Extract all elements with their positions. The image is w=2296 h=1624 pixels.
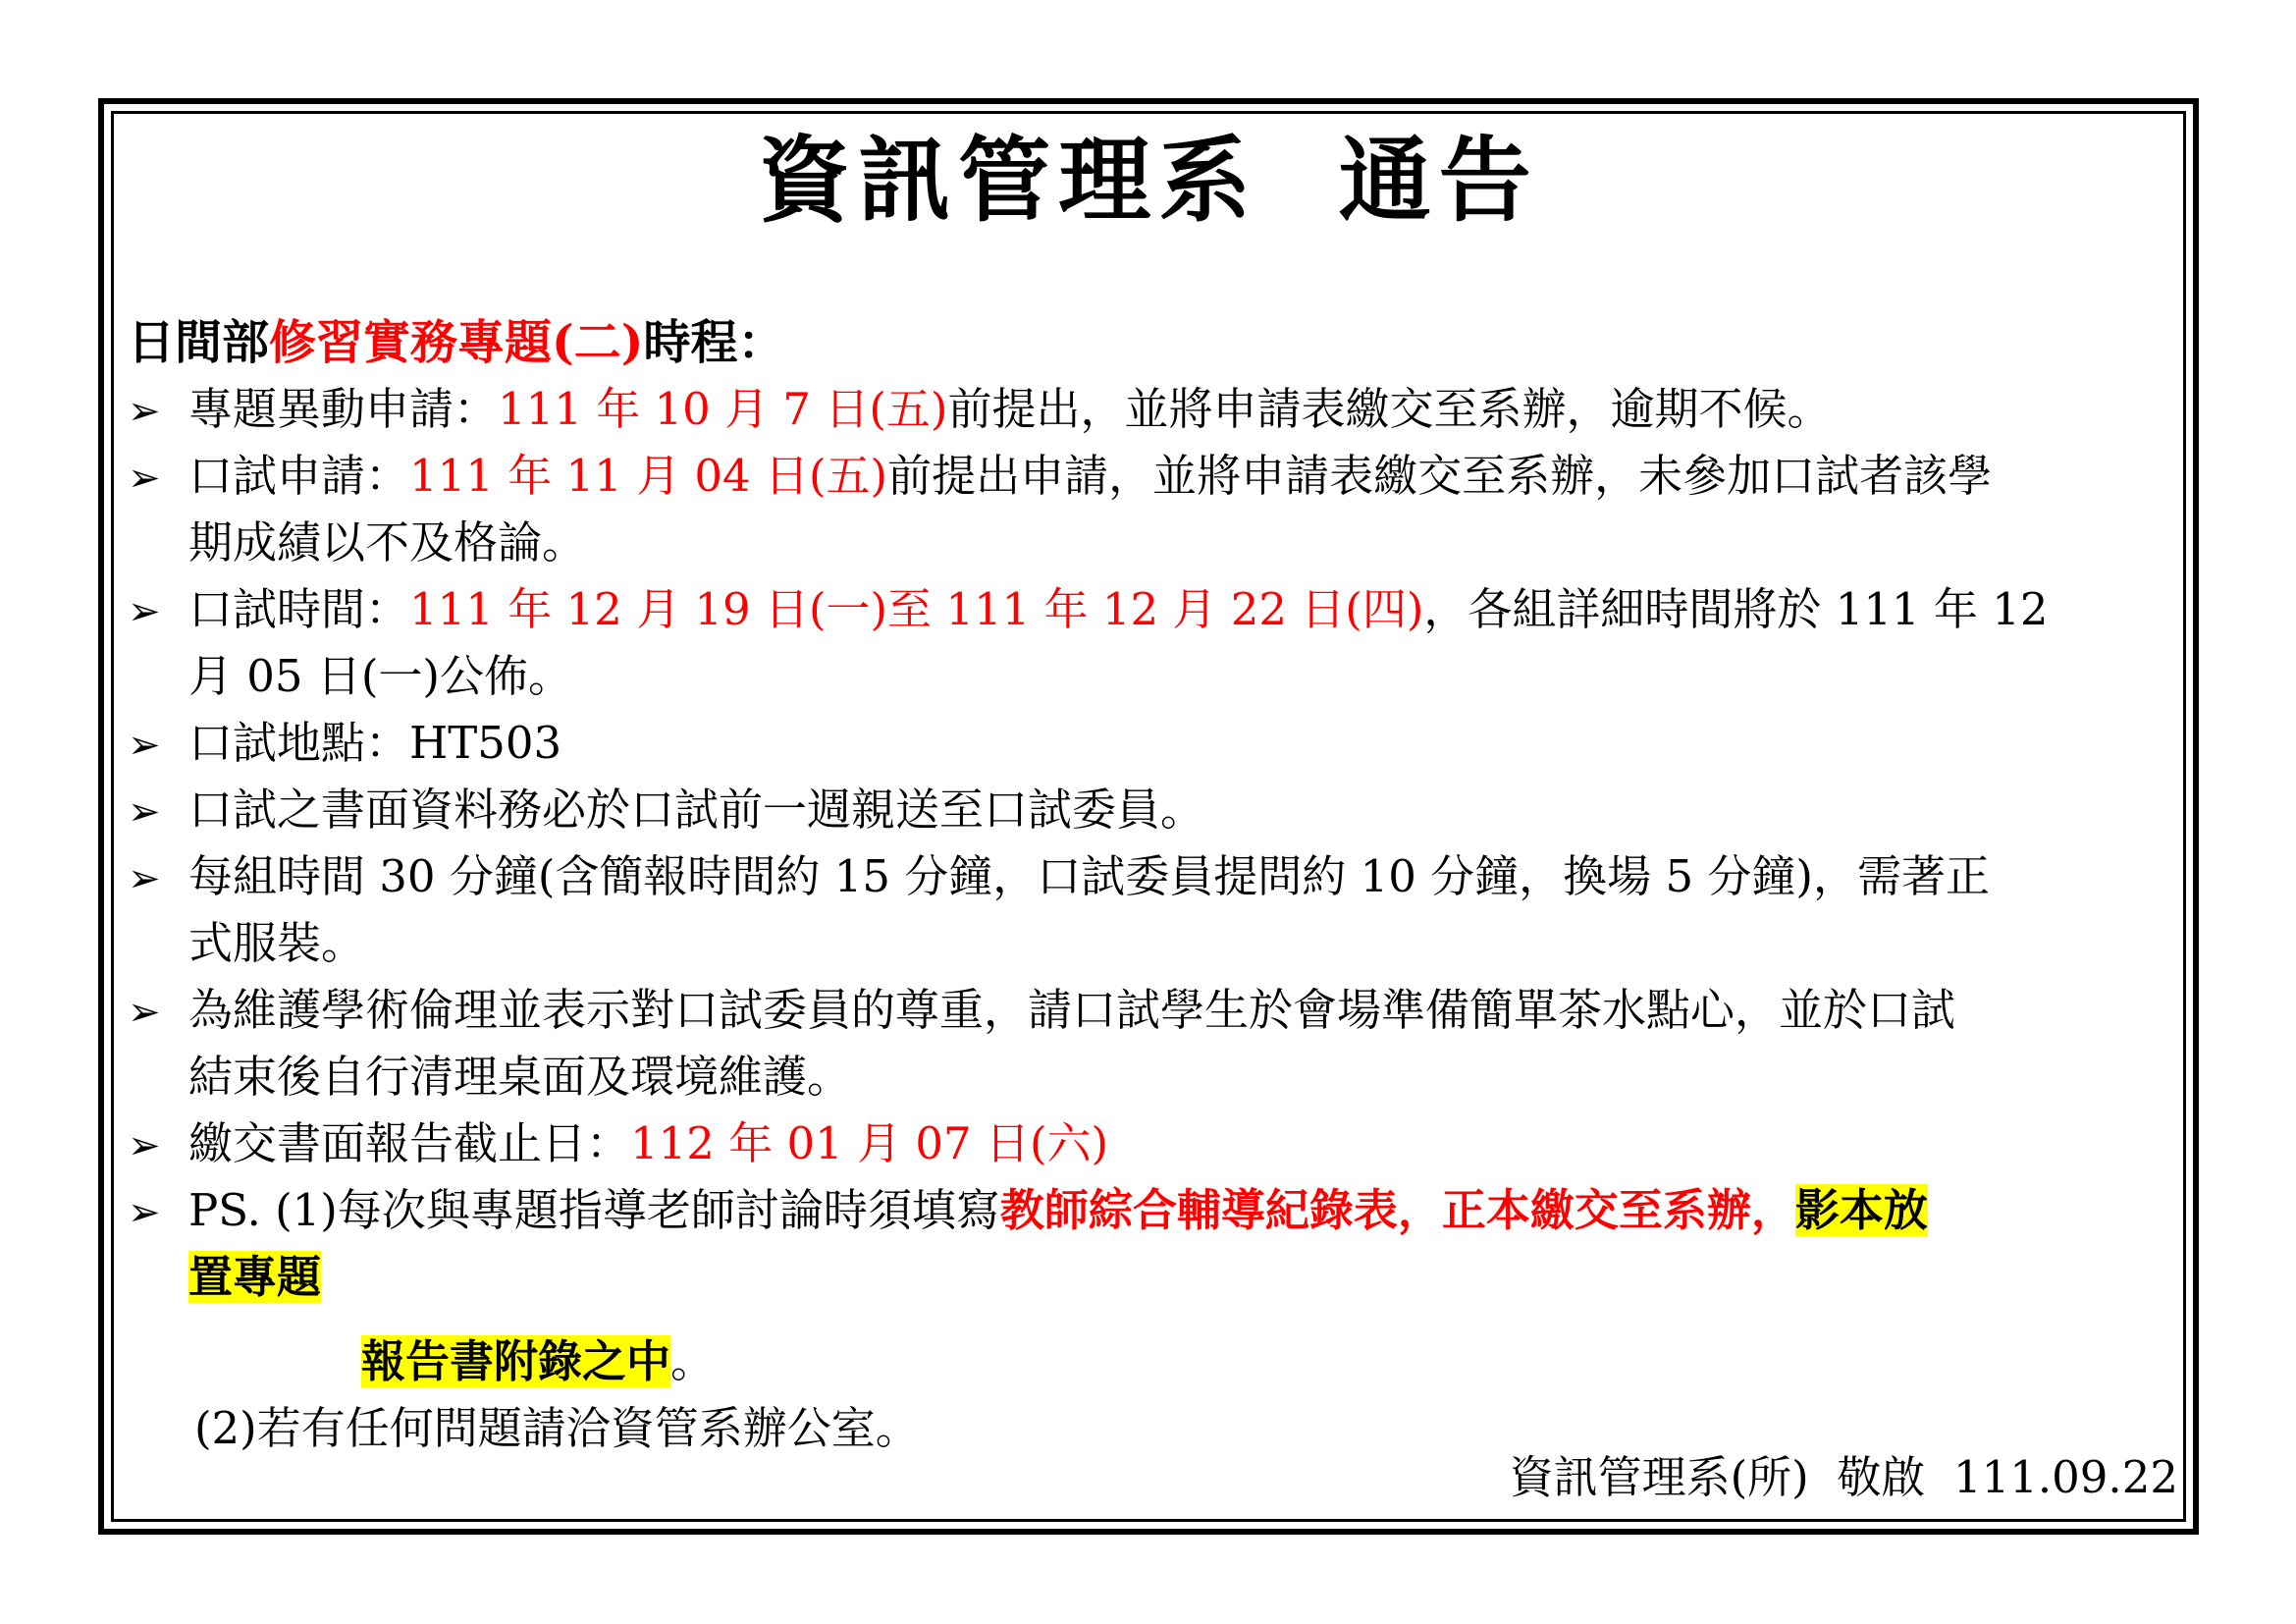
arrow-bullet-icon: ➢ (128, 789, 161, 835)
item-time-per-group-cont: 式服裝。 (188, 917, 366, 969)
item-academic-ethics: ➢ 為維護學術倫理並表示對口試委員的尊重，請口試學生於會場準備簡單茶水點心，並於口試 (128, 980, 1955, 1041)
arrow-bullet-icon: ➢ (128, 589, 161, 634)
item-academic-ethics-cont: 結束後自行清理桌面及環境維護。 (188, 1051, 852, 1103)
arrow-bullet-icon: ➢ (128, 723, 161, 768)
ps-item-1: ➢ PS. (1)每次與專題指導老師討論時須填寫教師綜合輔導紀錄表，正本繳交至系辦，影本放 (128, 1180, 1928, 1241)
ps-item-1-cont: 置專題 (188, 1251, 322, 1303)
item-written-materials: ➢ 口試之書面資料務必於口試前一週親送至口試委員。 (128, 780, 1204, 840)
ps-item-1-cont-2: 報告書附錄之中。 (361, 1335, 716, 1387)
item-time-per-group: ➢ 每組時間 30 分鐘(含簡報時間約 15 分鐘，口試委員提問約 10 分鐘，換場 5 分鐘)，需著正 (128, 846, 1990, 907)
arrow-bullet-icon: ➢ (128, 990, 161, 1035)
item-report-deadline: ➢ 繳交書面報告截止日：112 年 01 月 07 日(六) (128, 1113, 1108, 1174)
notice-title: 資訊管理系 通告 (758, 127, 1539, 235)
item-oral-exam-application: ➢ 口試申請：111 年 11 月 04 日(五)前提出申請，並將申請表繳交至系辦，未參加口試者該學 (128, 446, 1992, 507)
item-topic-change: ➢ 專題異動申請：111 年 10 月 7 日(五)前提出，並將申請表繳交至系辦，逾期不候。 (128, 379, 1831, 440)
arrow-bullet-icon: ➢ (128, 856, 161, 901)
arrow-bullet-icon: ➢ (128, 389, 161, 434)
arrow-bullet-icon: ➢ (128, 456, 161, 501)
item-oral-exam-location: ➢ 口試地點：HT503 (128, 713, 561, 774)
signature: 資訊管理系(所) 敬啟 111.09.22 (1509, 1451, 2178, 1503)
arrow-bullet-icon: ➢ (128, 1190, 161, 1235)
arrow-bullet-icon: ➢ (128, 1123, 161, 1168)
item-oral-exam-time-cont: 月 05 日(一)公佈。 (188, 650, 572, 702)
schedule-heading: 日間部修習實務專題(二)時程： (128, 315, 785, 370)
item-oral-exam-time: ➢ 口試時間：111 年 12 月 19 日(一)至 111 年 12 月 22 日(四)，各組詳細時間將於 111 年 12 (128, 579, 2049, 640)
ps-item-2: (2)若有任何問題請洽資管系辦公室。 (194, 1402, 920, 1454)
item-oral-exam-application-cont: 期成績以不及格論。 (188, 516, 587, 568)
